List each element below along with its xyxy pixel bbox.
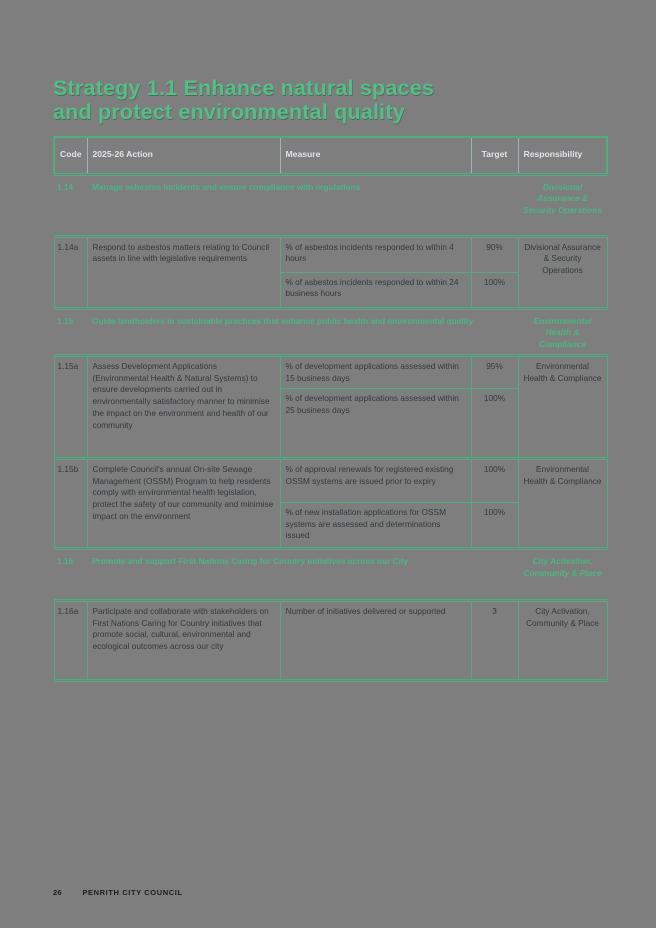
responsibility-cell: Environmental Health & Compliance [518, 355, 607, 458]
responsibility-cell: City Activation, Community & Place [518, 548, 607, 600]
target-cell: 100% [471, 458, 518, 502]
code-cell: 1.14a [54, 236, 87, 308]
measure-cell: % of development applications assessed within 15 business days [280, 355, 471, 388]
page-content [53, 76, 606, 682]
table-row-section-1-14 [54, 174, 607, 236]
header-target: Target [471, 137, 518, 175]
header-measure: Measure [280, 137, 471, 175]
footer-page-number: 26 [53, 888, 62, 897]
table-header-row [54, 137, 607, 175]
table-row-1-15b [54, 458, 607, 502]
target-cell: 100% [471, 272, 518, 308]
measure-cell: % of asbestos incidents responded to within 24 business hours [280, 272, 471, 308]
responsibility-cell: Environmental Health & Compliance [518, 458, 607, 548]
measure-cell: % of approval renewals for registered existing OSSM systems are issued prior to expiry [280, 458, 471, 502]
responsibility-cell: Divisional Assurance & Security Operations [518, 174, 607, 236]
target-cell: 95% [471, 355, 518, 388]
action-cell: Guide landholders in sustainable practices that enhance public health and environmental quality [87, 308, 518, 355]
strategy-actions-table [53, 136, 608, 682]
table-row-section-1-16 [54, 548, 607, 600]
page-title-line2: and protect environmental quality [53, 100, 405, 125]
responsibility-cell: Divisional Assurance & Security Operations [518, 236, 607, 308]
action-cell: Participate and collaborate with stakeholders on First Nations Caring for Country initiatives that promote social, cultural, environmental and ecological outcomes across our city [87, 600, 280, 680]
action-cell: Assess Development Applications (Environmental Health & Natural Systems) to ensure developments carried out in environmentally satisfactory manner to minimise the impact on the environment and health of our community [87, 355, 280, 458]
target-cell: 3 [471, 600, 518, 680]
responsibility-cell: City Activation, Community & Place [518, 600, 607, 680]
action-cell: Respond to asbestos matters relating to Council assets in line with legislative requirements [87, 236, 280, 308]
code-cell: 1.16 [54, 548, 87, 600]
code-cell: 1.16a [54, 600, 87, 680]
measure-cell: Number of initiatives delivered or supported [280, 600, 471, 680]
target-cell: 100% [471, 388, 518, 458]
target-cell: 100% [471, 502, 518, 548]
header-responsibility: Responsibility [518, 137, 607, 175]
action-cell: Complete Council's annual On-site Sewage Management (OSSM) Program to help residents comply with environmental health legislation, protect the safety of our community and minimise impact on the environment [87, 458, 280, 548]
action-cell: Manage asbestos incidents and ensure compliance with regulations [87, 174, 518, 236]
target-cell: 90% [471, 236, 518, 272]
header-action: 2025-26 Action [87, 137, 280, 175]
header-code: Code [54, 137, 87, 175]
page-title-line1: Strategy 1.1 Enhance natural spaces [53, 76, 435, 100]
responsibility-cell: Environmental Health & Compliance [518, 308, 607, 355]
table-row-section-1-15 [54, 308, 607, 355]
page-footer [53, 888, 183, 897]
footer-council-name: PENRITH CITY COUNCIL [82, 888, 183, 897]
table-row-1-16a [54, 600, 607, 680]
measure-cell: % of development applications assessed within 25 business days [280, 388, 471, 458]
measure-cell: % of asbestos incidents responded to within 4 hours [280, 236, 471, 272]
table-row-1-15a [54, 355, 607, 388]
action-cell: Promote and support First Nations Caring for Country initiatives across our City [87, 548, 518, 600]
code-cell: 1.15 [54, 308, 87, 355]
table-row-1-14a [54, 236, 607, 272]
code-cell: 1.15a [54, 355, 87, 458]
code-cell: 1.14 [54, 174, 87, 236]
measure-cell: % of new installation applications for OSSM systems are assessed and determinations issued [280, 502, 471, 548]
code-cell: 1.15b [54, 458, 87, 548]
page-title [53, 76, 606, 125]
